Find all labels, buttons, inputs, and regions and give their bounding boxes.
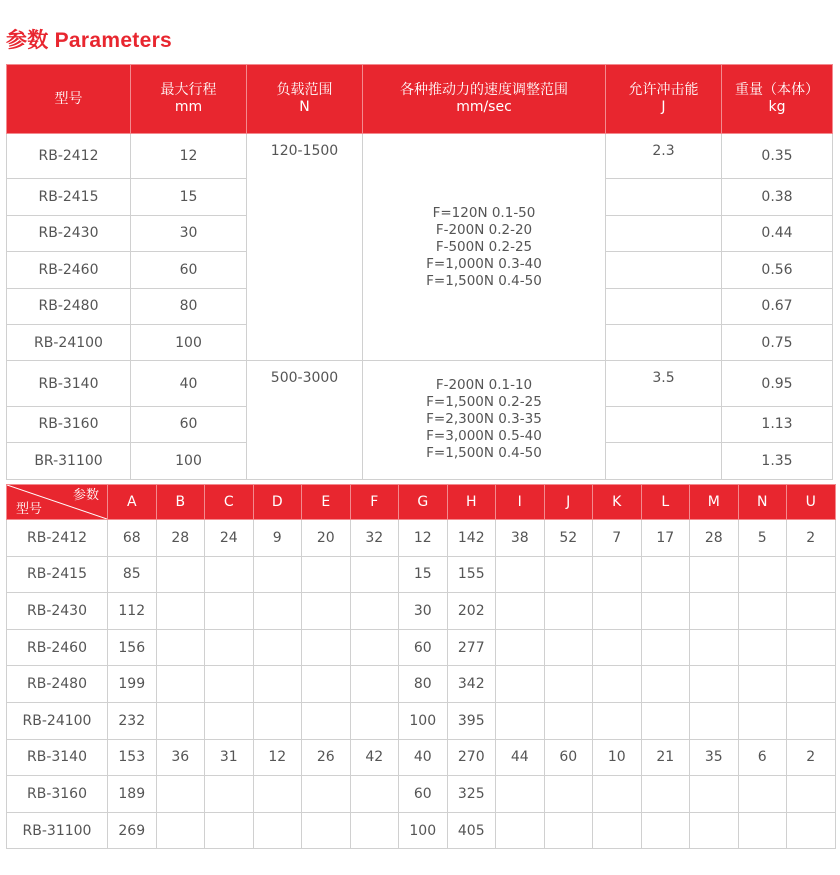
cell-value	[302, 666, 351, 703]
cell-model: RB-2415	[7, 179, 131, 215]
table-row	[7, 593, 836, 630]
cell-value	[350, 702, 399, 739]
cell-weight: 0.67	[722, 288, 833, 324]
cell-value: 36	[156, 739, 205, 776]
cell-value	[738, 702, 787, 739]
cell-value	[738, 556, 787, 593]
cell-value	[496, 629, 545, 666]
cell-value: 199	[108, 666, 157, 703]
cell-impact-energy	[606, 215, 722, 251]
header-max-stroke: 最大行程 mm	[131, 65, 247, 134]
cell-value	[690, 776, 739, 813]
cell-value: 100	[399, 812, 448, 849]
cell-value	[690, 629, 739, 666]
cell-value: 5	[738, 520, 787, 557]
cell-value	[253, 629, 302, 666]
table-header-row	[7, 485, 836, 520]
cell-value	[496, 556, 545, 593]
cell-value	[205, 812, 254, 849]
cell-value	[156, 702, 205, 739]
cell-model: RB-2480	[7, 288, 131, 324]
cell-model: RB-2430	[7, 593, 108, 630]
cell-value: 277	[447, 629, 496, 666]
header-weight: 重量（本体） kg	[722, 65, 833, 134]
cell-value: 153	[108, 739, 157, 776]
cell-value: 28	[156, 520, 205, 557]
cell-value	[302, 776, 351, 813]
speed-line: F-200N 0.2-20	[435, 221, 533, 238]
cell-value	[253, 812, 302, 849]
title-cn: 参数	[6, 28, 49, 52]
cell-value: 28	[690, 520, 739, 557]
cell-stroke: 30	[131, 215, 247, 251]
header-col-n: N	[738, 485, 787, 520]
header-col-a: A	[108, 485, 157, 520]
cell-value: 52	[544, 520, 593, 557]
cell-value	[253, 702, 302, 739]
cell-impact-energy	[606, 179, 722, 215]
cell-value	[253, 556, 302, 593]
cell-model: RB-2460	[7, 252, 131, 288]
cell-load-range: 500-3000	[247, 361, 363, 479]
table-row	[7, 629, 836, 666]
speed-line: F-500N 0.2-25	[435, 238, 533, 255]
cell-value: 24	[205, 520, 254, 557]
cell-value	[205, 556, 254, 593]
cell-stroke: 12	[131, 134, 247, 179]
table-row	[7, 776, 836, 813]
cell-value: 17	[641, 520, 690, 557]
cell-value	[787, 556, 836, 593]
cell-model: RB-24100	[7, 702, 108, 739]
table-row	[7, 666, 836, 703]
table-row	[7, 520, 836, 557]
header-col-g: G	[399, 485, 448, 520]
table-row	[7, 361, 833, 406]
cell-value	[350, 593, 399, 630]
cell-value	[350, 629, 399, 666]
cell-weight: 1.35	[722, 443, 833, 479]
cell-value	[544, 593, 593, 630]
cell-impact-energy: 2.3	[606, 134, 722, 179]
cell-speed-range	[363, 134, 606, 361]
corner-model-label: 型号	[16, 502, 43, 517]
speed-line: F-200N 0.1-10	[435, 377, 533, 394]
cell-model: BR-31100	[7, 443, 131, 479]
header-col-f: F	[350, 485, 399, 520]
cell-value: 100	[399, 702, 448, 739]
cell-value: 80	[399, 666, 448, 703]
cell-stroke: 100	[131, 443, 247, 479]
cell-value	[641, 556, 690, 593]
cell-value	[496, 593, 545, 630]
cell-value: 142	[447, 520, 496, 557]
speed-line: F=1,500N 0.2-25	[426, 394, 542, 411]
cell-value: 10	[593, 739, 642, 776]
title-en: Parameters	[54, 29, 173, 52]
corner-params-label: 参数	[72, 488, 99, 503]
header-col-c: C	[205, 485, 254, 520]
cell-value: 232	[108, 702, 157, 739]
table-row	[7, 812, 836, 849]
cell-value	[690, 666, 739, 703]
cell-impact-energy	[606, 443, 722, 479]
cell-value: 38	[496, 520, 545, 557]
header-col-k: K	[593, 485, 642, 520]
cell-value	[593, 776, 642, 813]
cell-value: 270	[447, 739, 496, 776]
cell-value	[544, 702, 593, 739]
cell-value	[787, 812, 836, 849]
cell-value	[350, 776, 399, 813]
header-col-l: L	[641, 485, 690, 520]
cell-weight: 0.75	[722, 324, 833, 360]
cell-value: 85	[108, 556, 157, 593]
cell-model: RB-3140	[7, 361, 131, 406]
cell-value: 2	[787, 739, 836, 776]
cell-value	[593, 629, 642, 666]
table-header-row	[7, 65, 833, 134]
cell-value	[787, 776, 836, 813]
cell-model: RB-3140	[7, 739, 108, 776]
cell-model: RB-2412	[7, 134, 131, 179]
cell-weight: 1.13	[722, 406, 833, 442]
header-col-b: B	[156, 485, 205, 520]
cell-value	[544, 776, 593, 813]
cell-value	[302, 812, 351, 849]
cell-model: RB-2430	[7, 215, 131, 251]
header-col-m: M	[690, 485, 739, 520]
table-row	[7, 134, 833, 179]
cell-value	[205, 666, 254, 703]
cell-value	[690, 812, 739, 849]
table-row	[7, 556, 836, 593]
cell-value	[690, 556, 739, 593]
cell-value: 15	[399, 556, 448, 593]
cell-value: 155	[447, 556, 496, 593]
cell-model: RB-2412	[7, 520, 108, 557]
cell-value	[738, 776, 787, 813]
cell-value: 42	[350, 739, 399, 776]
cell-value	[787, 629, 836, 666]
cell-value	[738, 593, 787, 630]
cell-value	[156, 593, 205, 630]
cell-value	[205, 593, 254, 630]
header-col-h: H	[447, 485, 496, 520]
dimensions-table	[6, 484, 836, 849]
cell-value	[496, 666, 545, 703]
cell-value	[156, 666, 205, 703]
cell-stroke: 40	[131, 361, 247, 406]
cell-stroke: 15	[131, 179, 247, 215]
cell-value: 7	[593, 520, 642, 557]
header-col-i: I	[496, 485, 545, 520]
cell-value: 60	[544, 739, 593, 776]
cell-value	[738, 812, 787, 849]
cell-value: 189	[108, 776, 157, 813]
cell-value: 325	[447, 776, 496, 813]
parameters-table	[6, 64, 833, 480]
cell-value	[787, 702, 836, 739]
cell-value	[641, 812, 690, 849]
cell-value: 156	[108, 629, 157, 666]
cell-model: RB-2415	[7, 556, 108, 593]
cell-value	[641, 593, 690, 630]
cell-value	[544, 666, 593, 703]
cell-model: RB-3160	[7, 406, 131, 442]
cell-value	[205, 776, 254, 813]
cell-value: 60	[399, 629, 448, 666]
cell-impact-energy	[606, 324, 722, 360]
cell-impact-energy	[606, 406, 722, 442]
cell-value	[350, 666, 399, 703]
cell-value: 395	[447, 702, 496, 739]
cell-value	[738, 629, 787, 666]
table-row	[7, 702, 836, 739]
cell-value	[641, 629, 690, 666]
cell-value: 31	[205, 739, 254, 776]
cell-value	[302, 702, 351, 739]
header-col-d: D	[253, 485, 302, 520]
speed-line: F=1,500N 0.4-50	[426, 272, 542, 289]
cell-value	[253, 776, 302, 813]
cell-value	[302, 556, 351, 593]
cell-value	[593, 702, 642, 739]
header-model: 型号	[7, 65, 131, 134]
cell-value	[787, 593, 836, 630]
header-col-e: E	[302, 485, 351, 520]
cell-value	[156, 812, 205, 849]
cell-weight: 0.44	[722, 215, 833, 251]
cell-value	[641, 776, 690, 813]
cell-value: 342	[447, 666, 496, 703]
cell-value: 112	[108, 593, 157, 630]
cell-value: 20	[302, 520, 351, 557]
cell-value: 21	[641, 739, 690, 776]
cell-value	[205, 702, 254, 739]
speed-line: F=3,000N 0.5-40	[426, 428, 542, 445]
header-speed-range: 各种推动力的速度调整范围 mm/sec	[363, 65, 606, 134]
cell-stroke: 80	[131, 288, 247, 324]
cell-value: 269	[108, 812, 157, 849]
cell-value	[593, 812, 642, 849]
cell-value: 12	[253, 739, 302, 776]
cell-value: 202	[447, 593, 496, 630]
cell-value	[641, 702, 690, 739]
cell-value	[496, 702, 545, 739]
cell-value: 2	[787, 520, 836, 557]
cell-value	[156, 629, 205, 666]
cell-value	[350, 812, 399, 849]
cell-model: RB-31100	[7, 812, 108, 849]
cell-value	[738, 666, 787, 703]
cell-value	[690, 593, 739, 630]
cell-value: 40	[399, 739, 448, 776]
cell-weight: 0.56	[722, 252, 833, 288]
cell-model: RB-24100	[7, 324, 131, 360]
cell-value: 32	[350, 520, 399, 557]
page-title	[6, 24, 172, 54]
cell-model: RB-2480	[7, 666, 108, 703]
header-corner-cell	[7, 485, 108, 520]
cell-value: 44	[496, 739, 545, 776]
cell-weight: 0.95	[722, 361, 833, 406]
cell-value	[156, 776, 205, 813]
cell-value: 35	[690, 739, 739, 776]
cell-value	[302, 593, 351, 630]
cell-value: 12	[399, 520, 448, 557]
cell-value	[690, 702, 739, 739]
cell-value: 60	[399, 776, 448, 813]
cell-value	[302, 629, 351, 666]
cell-value	[350, 556, 399, 593]
speed-line: F=120N 0.1-50	[432, 204, 536, 221]
header-impact-energy: 允许冲击能 J	[606, 65, 722, 134]
cell-speed-range	[363, 361, 606, 479]
cell-value	[593, 593, 642, 630]
cell-value	[156, 556, 205, 593]
cell-weight: 0.35	[722, 134, 833, 179]
cell-value	[253, 666, 302, 703]
cell-value	[544, 629, 593, 666]
cell-value	[593, 666, 642, 703]
cell-impact-energy	[606, 288, 722, 324]
cell-value	[205, 629, 254, 666]
cell-stroke: 60	[131, 406, 247, 442]
cell-value	[496, 776, 545, 813]
cell-value	[496, 812, 545, 849]
cell-value	[641, 666, 690, 703]
cell-load-range: 120-1500	[247, 134, 363, 361]
cell-value: 68	[108, 520, 157, 557]
table-row	[7, 739, 836, 776]
speed-line: F=2,300N 0.3-35	[426, 411, 542, 428]
cell-value	[593, 556, 642, 593]
speed-line: F=1,500N 0.4-50	[426, 445, 542, 462]
cell-model: RB-2460	[7, 629, 108, 666]
cell-stroke: 60	[131, 252, 247, 288]
cell-value: 6	[738, 739, 787, 776]
cell-value	[253, 593, 302, 630]
cell-value	[544, 812, 593, 849]
cell-value: 405	[447, 812, 496, 849]
cell-impact-energy: 3.5	[606, 361, 722, 406]
cell-stroke: 100	[131, 324, 247, 360]
cell-model: RB-3160	[7, 776, 108, 813]
header-load-range: 负载范围 N	[247, 65, 363, 134]
cell-value: 26	[302, 739, 351, 776]
cell-value	[787, 666, 836, 703]
header-col-j: J	[544, 485, 593, 520]
cell-weight: 0.38	[722, 179, 833, 215]
cell-value	[544, 556, 593, 593]
cell-impact-energy	[606, 252, 722, 288]
cell-value: 9	[253, 520, 302, 557]
cell-value: 30	[399, 593, 448, 630]
speed-line: F=1,000N 0.3-40	[426, 255, 542, 272]
header-col-u: U	[787, 485, 836, 520]
